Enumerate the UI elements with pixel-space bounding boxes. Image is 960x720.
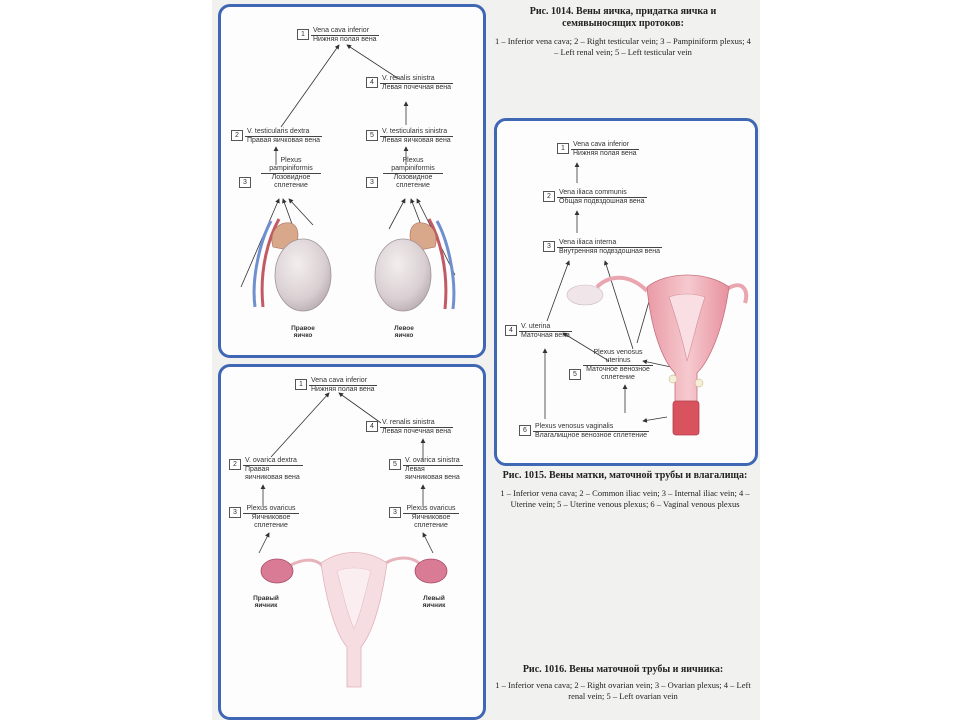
figure-1015-caption: Рис. 1015. Вены матки, маточной трубы и влагалища: 1 – Inferior vena cava; 2 – Common iliac vein; 3 – Internal iliac vein; 4 – Uterine vein; 5 – Uterine venous plexus; 6 – Vaginal venous plexus — [500, 470, 750, 509]
label-number-3-right: 3 — [229, 507, 241, 518]
figure-1015-drawing — [497, 121, 755, 463]
right-ovary-label: Правый яичник — [253, 595, 279, 609]
left-testis-label: Левое яичко — [394, 325, 414, 339]
vaginal-venous-plexus-label: Plexus venosus vaginalis Влагалищное венозное сплетение — [535, 423, 648, 439]
right-testicular-vein-label: V. testicularis dextra Правая яичковая вена — [247, 128, 321, 144]
right-pampiniform-plexus-label: Plexus pampiniformis Лозовидное сплетение — [261, 157, 321, 190]
right-testis — [254, 219, 331, 311]
uterine-vein-label: V. uterina Маточная вена — [521, 323, 570, 339]
left-renal-vein-label: V. renalis sinistra Левая почечная вена — [382, 75, 452, 91]
label-number-5: 5 — [569, 369, 581, 380]
label-number-3-left: 3 — [389, 507, 401, 518]
book-page — [212, 0, 760, 720]
left-pampiniform-plexus-label: Plexus pampiniformis Лозовидное сплетение — [383, 157, 443, 190]
vena-cava-inferior-label: Vena cava inferior Нижняя полая вена — [313, 27, 377, 43]
left-testicular-vein-label: V. testicularis sinistra Левая яичковая вена — [382, 128, 451, 144]
internal-iliac-vein-label: Vena iliaca interna Внутренняя подвздошная вена — [559, 239, 660, 255]
figure-1016-caption: Рис. 1016. Вены маточной трубы и яичника: 1 – Inferior vena cava; 2 – Right ovarian vein; 3 – Ovarian plexus; 4 – Left renal vein; 5 – Left ovarian vein — [495, 664, 751, 701]
left-renal-vein-label: V. renalis sinistra Левая почечная вена — [382, 419, 452, 435]
vena-cava-inferior-label: Vena cava inferior Нижняя полая вена — [573, 141, 637, 157]
label-number-2: 2 — [229, 459, 241, 470]
figure-1016-panel — [218, 364, 486, 720]
uterine-venous-plexus-label: Plexus venosus uterinus Маточное венозное сплетение — [583, 349, 653, 382]
figure-1015-panel — [494, 118, 758, 466]
label-number-4: 4 — [366, 421, 378, 432]
label-number-6: 6 — [519, 425, 531, 436]
label-number-1: 1 — [297, 29, 309, 40]
right-ovarian-plexus-label: Plexus ovaricus Яичниковое сплетение — [243, 505, 299, 530]
vena-cava-inferior-label: Vena cava inferior Нижняя полая вена — [311, 377, 375, 393]
label-number-1: 1 — [557, 143, 569, 154]
label-number-3: 3 — [543, 241, 555, 252]
figure-1014-panel — [218, 4, 486, 358]
label-number-4: 4 — [366, 77, 378, 88]
label-number-5: 5 — [366, 130, 378, 141]
label-number-2: 2 — [231, 130, 243, 141]
left-testis — [375, 219, 454, 311]
label-number-1: 1 — [295, 379, 307, 390]
figure-1014-caption: Рис. 1014. Вены яичка, придатка яичка и семявыносящих протоков: 1 – Inferior vena cava; 2 – Right testicular vein; 3 – Pampiniform plexus; 4 – Left renal vein; 5 – Left testicular vein — [495, 6, 751, 57]
uterus-ovaries-drawing — [261, 553, 447, 688]
label-number-5: 5 — [389, 459, 401, 470]
left-ovarian-vein-label: V. ovarica sinistra Левая яичниковая вена — [403, 457, 463, 482]
label-number-3-left: 3 — [366, 177, 378, 188]
common-iliac-vein-label: Vena iliaca communis Общая подвздошная вена — [559, 189, 645, 205]
left-ovarian-plexus-label: Plexus ovaricus Яичниковое сплетение — [403, 505, 459, 530]
label-number-3-right: 3 — [239, 177, 251, 188]
label-number-2: 2 — [543, 191, 555, 202]
label-number-4: 4 — [505, 325, 517, 336]
left-ovary-label: Левый яичник — [422, 595, 446, 609]
right-testis-label: Правое яичко — [291, 325, 315, 339]
right-ovarian-vein-label: V. ovarica dextra Правая яичниковая вена — [243, 457, 303, 482]
